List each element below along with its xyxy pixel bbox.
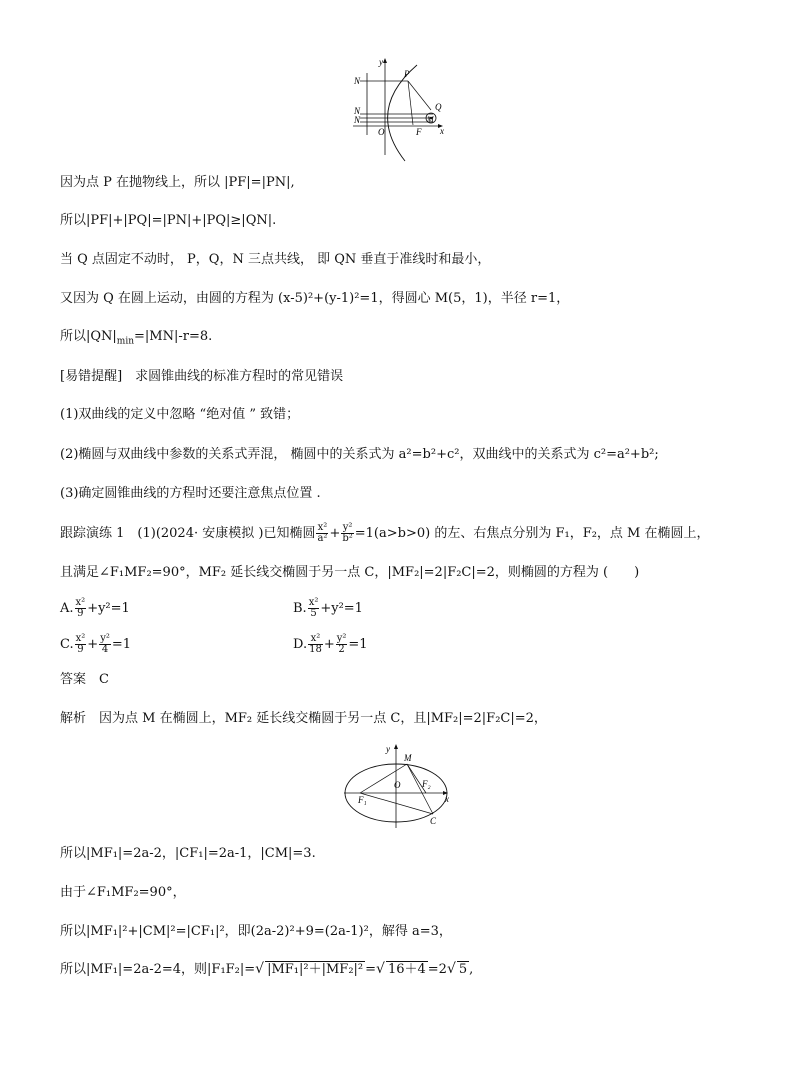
svg-text:F₂: F₂: [422, 779, 431, 789]
option-c: C. $\frac{\text{x²}}{9}$ + $\frac{\text{y²}}{4}$ =1: [60, 633, 132, 655]
svg-text:x: x: [445, 794, 449, 804]
figure-parabola: [345, 55, 455, 165]
error-tip-2: (2)椭圆与双曲线中参数的关系式弄混， 椭圆中的关系式为 a²=b²+c²，双曲线中的关系式为 c²=a²+b²;: [60, 447, 659, 462]
svg-text:N: N: [354, 106, 361, 116]
svg-text:F: F: [416, 127, 422, 137]
option-d: D. $\frac{\text{x²}}{18}$ + $\frac{\text{y²}}{2}$ =1: [293, 633, 368, 655]
text-line-2: 所以|PF|+|PQ|=|PN|+|PQ|≥|QN|.: [60, 213, 277, 228]
svg-text:O: O: [394, 780, 401, 790]
svg-text:P: P: [404, 69, 410, 79]
text-line-4: 又因为 Q 在圆上运动，由圆的方程为 (x-5)²+(y-1)²=1，得圆心 M(5，1)，半径 r=1，: [60, 291, 570, 306]
fraction: $\frac{\text{x²}}{\text{a²}}$: [317, 522, 328, 544]
svg-text:C: C: [430, 816, 437, 826]
analysis-line-1: 解析 因为点 M 在椭圆上，MF₂ 延长线交椭圆于另一点 C，且|MF₂|=2|F₂C|=2，: [60, 711, 547, 726]
svg-text:x: x: [440, 126, 444, 136]
svg-text:F₁: F₁: [358, 795, 367, 805]
analysis-line-3: 由于∠F₁MF₂=90°，: [60, 885, 186, 900]
svg-text:M: M: [427, 115, 434, 124]
exercise-stem-2: 且满足∠F₁MF₂=90°，MF₂ 延长线交椭圆于另一点 C，|MF₂|=2|F₂C|=2，则椭圆的方程为 ( ): [60, 565, 640, 580]
answer: 答案 C: [60, 672, 109, 687]
svg-text:y: y: [379, 57, 383, 67]
text-line-5: 所以$|QN|_{min}=|MN|-r=8$.: [60, 329, 213, 347]
option-b: B. $\frac{\text{x²}}{5}$ +y²=1: [293, 597, 363, 619]
fraction: $\frac{\text{y²}}{\text{b²}}$: [342, 522, 353, 544]
parabola: [388, 65, 417, 161]
error-tip-1: (1)双曲线的定义中忽略 “绝对值 ” 致错；: [60, 407, 300, 422]
text-line-1: 因为点 P 在抛物线上，所以 |PF|=|PN|,: [60, 175, 295, 190]
analysis-line-5: 所以|MF₁|=2a-2=4，则|F₁F₂|=√ |MF₁|²＋|MF₂|² =√ 16＋4 =2√ 5 ,: [60, 961, 474, 977]
analysis-line-2: 所以|MF₁|=2a-2，|CF₁|=2a-1，|CM|=3.: [60, 846, 316, 861]
exercise-stem-1: 跟踪演练 1 (1)(2024· 安康模拟 )已知椭圆 $\frac{\text{x²}}{\text{a²}}$ + $\frac{\text{y²}}{\text{b²}}$ =1(a>b>0) 的左、右焦点分别为 F₁，F₂，点 M 在椭圆上，: [60, 522, 710, 544]
svg-text:y: y: [386, 744, 390, 754]
svg-text:M: M: [404, 753, 412, 763]
error-tip-3: (3)确定圆锥曲线的方程时还要注意焦点位置 .: [60, 486, 321, 501]
option-a: A. $\frac{\text{x²}}{9}$ +y²=1: [60, 597, 130, 619]
svg-text:Q: Q: [435, 102, 442, 112]
svg-text:O: O: [378, 127, 385, 137]
svg-text:N: N: [354, 115, 361, 125]
error-tip-title: [易错提醒] 求圆锥曲线的标准方程时的常见错误: [60, 369, 344, 384]
svg-text:N: N: [354, 76, 361, 86]
figure-ellipse: [338, 740, 458, 832]
analysis-line-4: 所以|MF₁|²+|CM|²=|CF₁|²，即(2a-2)²+9=(2a-1)²，解得 a=3，: [60, 924, 452, 939]
text-line-3: 当 Q 点固定不动时， P，Q，N 三点共线， 即 QN 垂直于准线时和最小，: [60, 252, 491, 267]
y-axis-arrow: [383, 58, 387, 63]
